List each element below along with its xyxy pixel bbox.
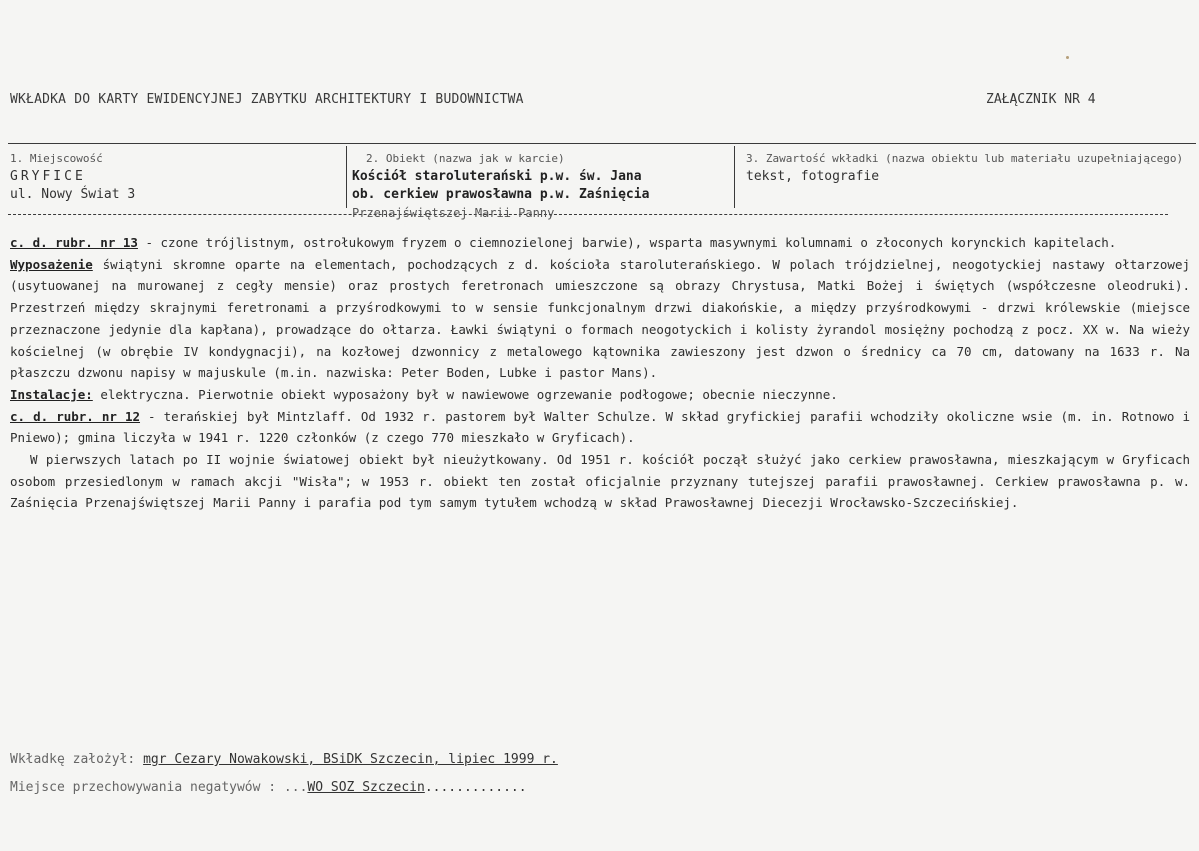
- storage-dots: .............: [424, 780, 527, 795]
- body-text: [10, 232, 1190, 514]
- contents-label: 3. Zawartość wkładki (nazwa obiektu lub materiału uzupełniającego): [746, 152, 1184, 165]
- rubric-13-heading: c. d. rubr. nr 13: [10, 235, 138, 250]
- paragraph-installations: [10, 384, 1190, 406]
- author-label: Wkładkę założył:: [10, 752, 144, 767]
- locality-town: GRYFICE: [10, 169, 86, 184]
- author-value: mgr Cezary Nowakowski, BSiDK Szczecin, lipiec 1999 r.: [143, 752, 558, 767]
- installations-text: elektryczna. Pierwotnie obiekt wyposażony był w nawiewowe ogrzewanie podłogowe; obecnie nieczynne.: [92, 386, 838, 402]
- object-name-line-3: Przenajświętszej Marii Panny: [352, 206, 555, 220]
- paper-speck: [1066, 56, 1069, 59]
- furnishings-text: świątyni skromne oparte na elementach, pochodzących z d. kościoła staroluterańskiego. W polach trójdzielnej, neogotyckiej nastawy ołtarzowej (usytuowanej na murowanej z cegły mensie) oraz prostych feretronach umieszczone są obrazy Chrystusa, Matki Bożej i świętych (współczesne oleodruki). Przestrzeń między skrajnymi feretronami a przyśrodkowymi to w sensie funkcjonalnym drzwi diakońskie, a między przyśrodkowymi - drzwi królewskie (miejsce przeznaczone jedynie dla kapłana), prowadzące do ołtarza. Ławki świątyni o formach neogotyckich i kolisty żyrandol mosiężny pochodzą z pocz. XX w. Na wieży kościelnej (w obrębie IV kondygnacji), na kozłowej dzwonnicy z metalowego kątownika zawieszony jest dzwon o średnicy ca 70 cm, datowany na 1633 r. Na płaszczu dzwonu napisy w majuskule (m.in. nazwiska: Peter Boden, Lubke i pastor Mans).: [10, 256, 1190, 381]
- author-line: [10, 752, 558, 767]
- contents-cell: [746, 150, 1196, 186]
- object-label: 2. Obiekt (nazwa jak w karcie): [366, 152, 565, 165]
- paragraph-rubric-13: [10, 232, 1190, 254]
- cell-divider-2: [734, 146, 735, 208]
- storage-label: Miejsce przechowywania negatywów : ...: [10, 780, 308, 795]
- object-cell: [352, 150, 732, 222]
- object-name-line-1: Kościół staroluterański p.w. św. Jana: [352, 169, 642, 184]
- negatives-storage-line: [10, 780, 527, 795]
- storage-value: WO SOZ Szczecin: [307, 780, 425, 795]
- installations-heading: Instalacje:: [10, 386, 93, 402]
- locality-cell: [10, 150, 340, 204]
- locality-street: ul. Nowy Świat 3: [10, 187, 136, 202]
- table-top-rule: [8, 143, 1196, 144]
- paragraph-postwar: W pierwszych latach po II wojnie światowej obiekt był nieużytkowany. Od 1951 r. kościół począł służyć jako cerkiew prawosławna, mieszkającym w Gryficach osobom przesiedlonym w ramach akcji "Wisła"; w 1953 r. obiekt ten został oficjalnie przyznany tutejszej parafii prawosławnej. Cerkiew prawosławna p. w. Zaśnięcia Przenajświętszej Marii Panny i parafia pod tym samym tytułem wchodzą w skład Prawosławnej Diecezji Wrocławsko-Szczecińskiej.: [10, 452, 1190, 511]
- annex-number: ZAŁĄCZNIK NR 4: [986, 92, 1096, 107]
- contents-value: tekst, fotografie: [746, 169, 880, 184]
- rubric-13-text: - czone trójlistnym, ostrołukowym fryzem o ciemnozielonej barwie), wsparta masywnymi kolumnami o złoconych korynckich kapitelach.: [137, 235, 1117, 250]
- locality-label: 1. Miejscowość: [10, 152, 103, 165]
- paragraph-furnishings: [10, 254, 1190, 384]
- furnishings-heading: Wyposażenie: [10, 256, 93, 272]
- rubric-12-text: - terańskiej był Mintzlaff. Od 1932 r. pastorem był Walter Schulze. W skład gryfickiej parafii wchodziły okoliczne wsie (m. in. Rotnowo i Pniewo); gmina liczyła w 1941 r. 1220 członków (z czego 770 mieszkało w Gryficach).: [10, 408, 1190, 446]
- rubric-12-heading: c. d. rubr. nr 12: [10, 408, 141, 424]
- paragraph-rubric-12: [10, 406, 1190, 449]
- object-name-line-2: ob. cerkiew prawosławna p.w. Zaśnięcia: [352, 187, 650, 202]
- cell-divider-1: [346, 146, 347, 208]
- page-title: WKŁADKA DO KARTY EWIDENCYJNEJ ZABYTKU ARCHITEKTURY I BUDOWNICTWA: [10, 92, 524, 107]
